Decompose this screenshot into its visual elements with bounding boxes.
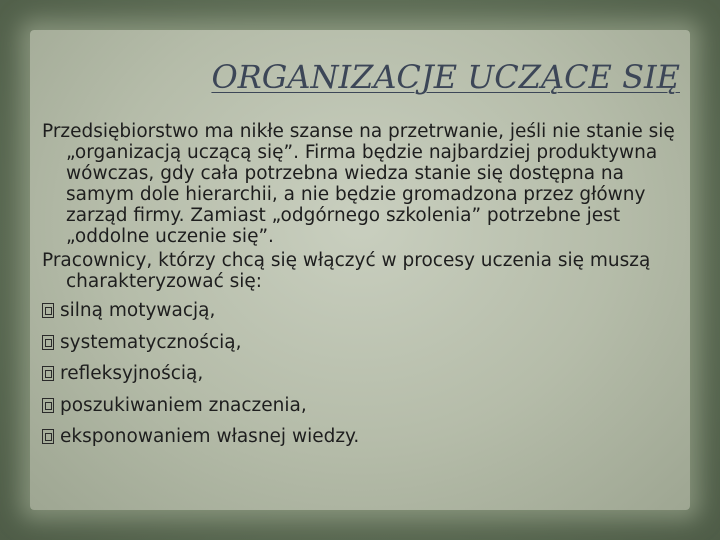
paragraph-employees: Pracownicy, którzy chcą się włączyć w procesy uczenia się muszą charakteryzować się: [42, 250, 651, 292]
missing-glyph-box-icon [42, 335, 54, 350]
paragraph-intro: Przedsiębiorstwo ma nikłe szanse na przetrwanie, jeśli nie stanie się „organizacją uczącą się”. Firma będzie najbardziej produktywna wówczas, gdy cała potrzebna wiedza stanie się dostępna na samym dole hierarchii, a nie będzie gromadzona przez główny zarząd firmy. Zamiast „odgórnego szkolenia” potrzebne jest „oddolne uczenie się”. [42, 121, 675, 247]
bullet-text: refleksyjnością, [60, 363, 204, 385]
slide-title: ORGANIZACJE UCZĄCE SIĘ [211, 58, 680, 96]
missing-glyph-box-icon [42, 366, 54, 381]
list-item [42, 358, 682, 390]
list-item [42, 421, 682, 453]
missing-glyph-box-icon [42, 398, 54, 413]
slide-body [42, 121, 682, 453]
missing-glyph-box-icon [42, 303, 54, 318]
bullet-text: silną motywacją, [60, 300, 216, 322]
list-item [42, 295, 682, 327]
list-item [42, 327, 682, 359]
bullet-text: eksponowaniem własnej wiedzy. [60, 426, 360, 448]
missing-glyph-box-icon [42, 429, 54, 444]
bullet-text: systematycznością, [60, 331, 242, 353]
bullet-text: poszukiwaniem znaczenia, [60, 394, 307, 416]
list-item [42, 390, 682, 422]
